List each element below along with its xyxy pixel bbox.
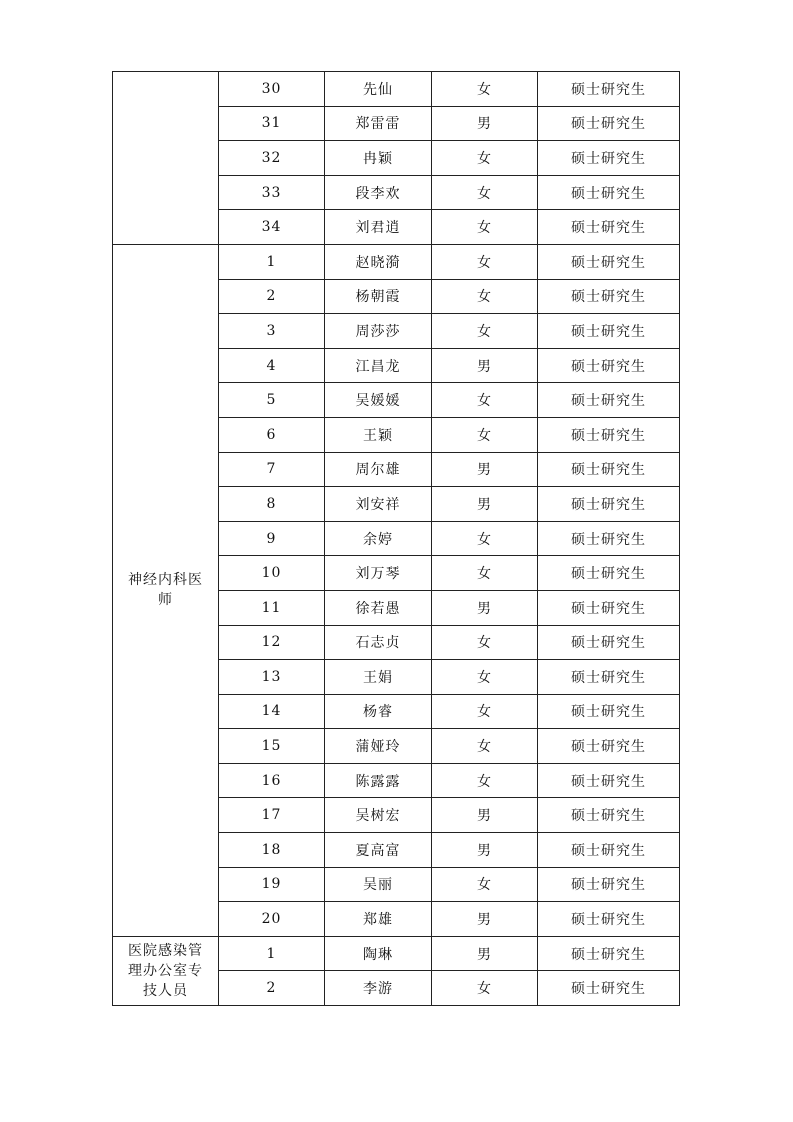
personnel-table-body [113,72,680,1006]
gender-cell: 女 [432,521,538,556]
degree-cell: 硕士研究生 [538,314,680,349]
number-cell: 13 [219,660,325,695]
gender-cell: 女 [432,660,538,695]
degree-cell: 硕士研究生 [538,175,680,210]
gender-cell: 女 [432,279,538,314]
gender-cell: 女 [432,383,538,418]
gender-cell: 女 [432,729,538,764]
number-cell: 5 [219,383,325,418]
name-cell: 郑雷雷 [325,106,432,141]
gender-cell: 男 [432,798,538,833]
degree-cell: 硕士研究生 [538,971,680,1006]
name-cell: 陈露露 [325,763,432,798]
number-cell: 18 [219,833,325,868]
gender-cell: 女 [432,763,538,798]
name-cell: 郑雄 [325,902,432,937]
name-cell: 王娟 [325,660,432,695]
number-cell: 34 [219,210,325,245]
degree-cell: 硕士研究生 [538,348,680,383]
number-cell: 31 [219,106,325,141]
position-cell [113,72,219,245]
number-cell: 16 [219,763,325,798]
degree-cell: 硕士研究生 [538,521,680,556]
gender-cell: 女 [432,556,538,591]
name-cell: 吴树宏 [325,798,432,833]
name-cell: 周尔雄 [325,452,432,487]
degree-cell: 硕士研究生 [538,210,680,245]
degree-cell: 硕士研究生 [538,556,680,591]
gender-cell: 女 [432,971,538,1006]
name-cell: 江昌龙 [325,348,432,383]
degree-cell: 硕士研究生 [538,625,680,660]
degree-cell: 硕士研究生 [538,729,680,764]
name-cell: 蒲娅玲 [325,729,432,764]
gender-cell: 男 [432,348,538,383]
number-cell: 6 [219,417,325,452]
name-cell: 余婷 [325,521,432,556]
number-cell: 2 [219,971,325,1006]
number-cell: 2 [219,279,325,314]
name-cell: 李游 [325,971,432,1006]
gender-cell: 女 [432,72,538,107]
number-cell: 15 [219,729,325,764]
number-cell: 9 [219,521,325,556]
degree-cell: 硕士研究生 [538,72,680,107]
gender-cell: 女 [432,417,538,452]
degree-cell: 硕士研究生 [538,487,680,522]
table-row [113,936,680,971]
gender-cell: 女 [432,625,538,660]
personnel-table [112,71,680,1006]
name-cell: 夏高富 [325,833,432,868]
gender-cell: 女 [432,175,538,210]
gender-cell: 男 [432,106,538,141]
degree-cell: 硕士研究生 [538,798,680,833]
gender-cell: 男 [432,590,538,625]
number-cell: 20 [219,902,325,937]
degree-cell: 硕士研究生 [538,694,680,729]
name-cell: 杨朝霞 [325,279,432,314]
gender-cell: 男 [432,902,538,937]
position-cell: 医院感染管理办公室专技人员 [113,936,219,1005]
name-cell: 吴媛媛 [325,383,432,418]
degree-cell: 硕士研究生 [538,244,680,279]
number-cell: 14 [219,694,325,729]
gender-cell: 女 [432,141,538,176]
degree-cell: 硕士研究生 [538,452,680,487]
degree-cell: 硕士研究生 [538,833,680,868]
degree-cell: 硕士研究生 [538,106,680,141]
name-cell: 刘安祥 [325,487,432,522]
degree-cell: 硕士研究生 [538,141,680,176]
gender-cell: 女 [432,694,538,729]
name-cell: 陶琳 [325,936,432,971]
number-cell: 19 [219,867,325,902]
name-cell: 赵晓漪 [325,244,432,279]
number-cell: 8 [219,487,325,522]
number-cell: 7 [219,452,325,487]
number-cell: 3 [219,314,325,349]
name-cell: 周莎莎 [325,314,432,349]
number-cell: 17 [219,798,325,833]
gender-cell: 女 [432,314,538,349]
degree-cell: 硕士研究生 [538,417,680,452]
number-cell: 4 [219,348,325,383]
position-cell: 神经内科医师 [113,244,219,936]
name-cell: 王颖 [325,417,432,452]
degree-cell: 硕士研究生 [538,763,680,798]
name-cell: 先仙 [325,72,432,107]
name-cell: 吴丽 [325,867,432,902]
degree-cell: 硕士研究生 [538,936,680,971]
name-cell: 段李欢 [325,175,432,210]
number-cell: 1 [219,936,325,971]
gender-cell: 男 [432,487,538,522]
number-cell: 33 [219,175,325,210]
name-cell: 刘万琴 [325,556,432,591]
degree-cell: 硕士研究生 [538,383,680,418]
degree-cell: 硕士研究生 [538,902,680,937]
name-cell: 石志贞 [325,625,432,660]
gender-cell: 男 [432,452,538,487]
name-cell: 杨睿 [325,694,432,729]
gender-cell: 男 [432,833,538,868]
number-cell: 12 [219,625,325,660]
name-cell: 刘君逍 [325,210,432,245]
name-cell: 徐若愚 [325,590,432,625]
number-cell: 30 [219,72,325,107]
gender-cell: 男 [432,936,538,971]
table-row [113,72,680,107]
number-cell: 11 [219,590,325,625]
degree-cell: 硕士研究生 [538,867,680,902]
gender-cell: 女 [432,210,538,245]
degree-cell: 硕士研究生 [538,660,680,695]
number-cell: 10 [219,556,325,591]
degree-cell: 硕士研究生 [538,590,680,625]
name-cell: 冉颖 [325,141,432,176]
table-row [113,244,680,279]
number-cell: 32 [219,141,325,176]
gender-cell: 女 [432,867,538,902]
gender-cell: 女 [432,244,538,279]
degree-cell: 硕士研究生 [538,279,680,314]
number-cell: 1 [219,244,325,279]
